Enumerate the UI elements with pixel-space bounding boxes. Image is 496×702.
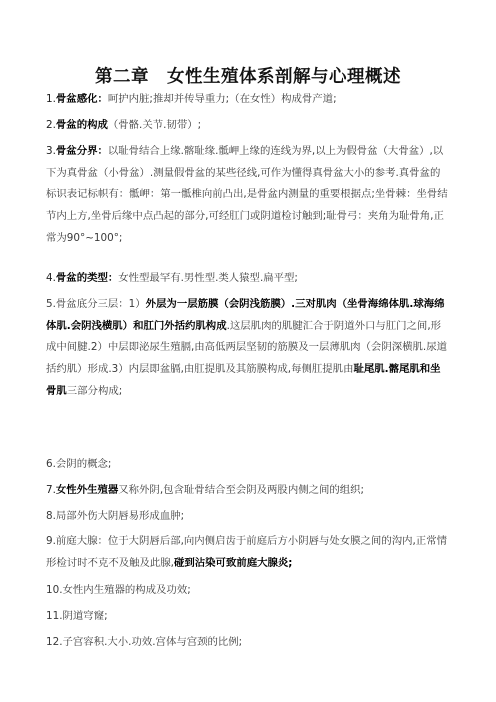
item-9-text: 9.前庭大腺：位于大阴唇后部,向内侧启齿于前庭后方小阴唇与处女膜之间的沟内,正常情形检讨时不克不及触及此腺, (46, 535, 447, 569)
item-7-text: 又称外阴,包含耻骨结合至会阴及两股内侧之间的组织; (118, 484, 365, 496)
item-4-text: 女性型最罕有.男性型.类人猿型.扁平型; (118, 272, 298, 284)
item-9 (46, 531, 450, 574)
item-4 (46, 268, 450, 290)
item-7-heading: 女性外生殖器 (55, 484, 119, 496)
item-2 (46, 115, 450, 137)
item-10: 10.女性内生殖器的构成及功效; (46, 584, 191, 596)
item-1-num: 1. (46, 93, 56, 105)
item-5-bold-muscles: 耻尾肌.髂尾肌和坐骨肌 (46, 363, 441, 397)
item-2-num: 2. (46, 119, 56, 131)
item-5-tail: 三部分构成; (66, 384, 123, 397)
chapter-title: 第二章 女性生殖体系剖解与心理概述 (95, 67, 401, 87)
item-3-num: 3. (46, 145, 56, 157)
item-4-heading: 骨盆的类型： (55, 272, 119, 284)
item-5-text: .这层肌肉的肌腱汇合于阴道外口与肛门之间,形成中间腱.2）中层即泌尿生殖膈,由高低两层坚韧的筋膜及一层薄肌肉（会阴深横肌.尿道括约肌）形成.3）内层即盆膈,由肛提肌及其筋膜构成,每侧肛提肌由 (46, 319, 447, 376)
item-1-text: 呵护内脏;推却并传导重力;（在女性）构成骨产道; (107, 93, 337, 105)
item-11: 11.阴道穹窿; (46, 610, 108, 622)
item-2-text: （骨骼.关节.韧带）; (107, 119, 202, 131)
item-3-text: 以耻骨结合上缘.髂耻缘.骶岬上缘的连线为界,以上为假骨盆（大骨盆）,以下为真骨盆（小骨盆）.测量假骨盆的某些径线,可作为懂得真骨盆大小的参考.真骨盆的标识表记标帜有：骶岬：第一骶椎向前凸出,是骨盆内测量的重要根据点;坐骨棘：坐骨结节内上方,坐骨后缘中点凸起的部分,可经肛门或阴道检讨触到;耻骨弓：夹角为耻骨角,正常为90°~100°; (46, 145, 448, 244)
item-12: 12.子宫容积.大小.功效.宫体与宫颈的比例; (46, 636, 243, 648)
item-3 (46, 141, 450, 250)
item-5 (46, 294, 450, 403)
item-9-bold: 碰到沾染可致前庭大腺炎; (174, 556, 293, 569)
item-1-heading: 骨盆感化： (55, 93, 108, 105)
item-5-intro: 5.骨盆底分三层：1） (46, 298, 146, 310)
item-6: 6.会阴的概念; (46, 458, 112, 470)
item-7-num: 7. (46, 484, 56, 496)
item-1 (46, 89, 450, 111)
item-5-bold-outer-layer: 外层为一层筋膜（会阴浅筋膜）.三对肌肉（坐骨海绵体肌.球海绵体肌.会阴浅横肌）和肛门外括约肌构成 (46, 298, 445, 332)
item-8: 8.局部外伤大阴唇易形成血肿; (46, 510, 185, 522)
item-2-heading: 骨盆的构成 (55, 119, 108, 131)
item-7 (46, 480, 450, 502)
item-3-heading: 骨盆分界： (55, 145, 108, 157)
item-4-num: 4. (46, 272, 56, 284)
